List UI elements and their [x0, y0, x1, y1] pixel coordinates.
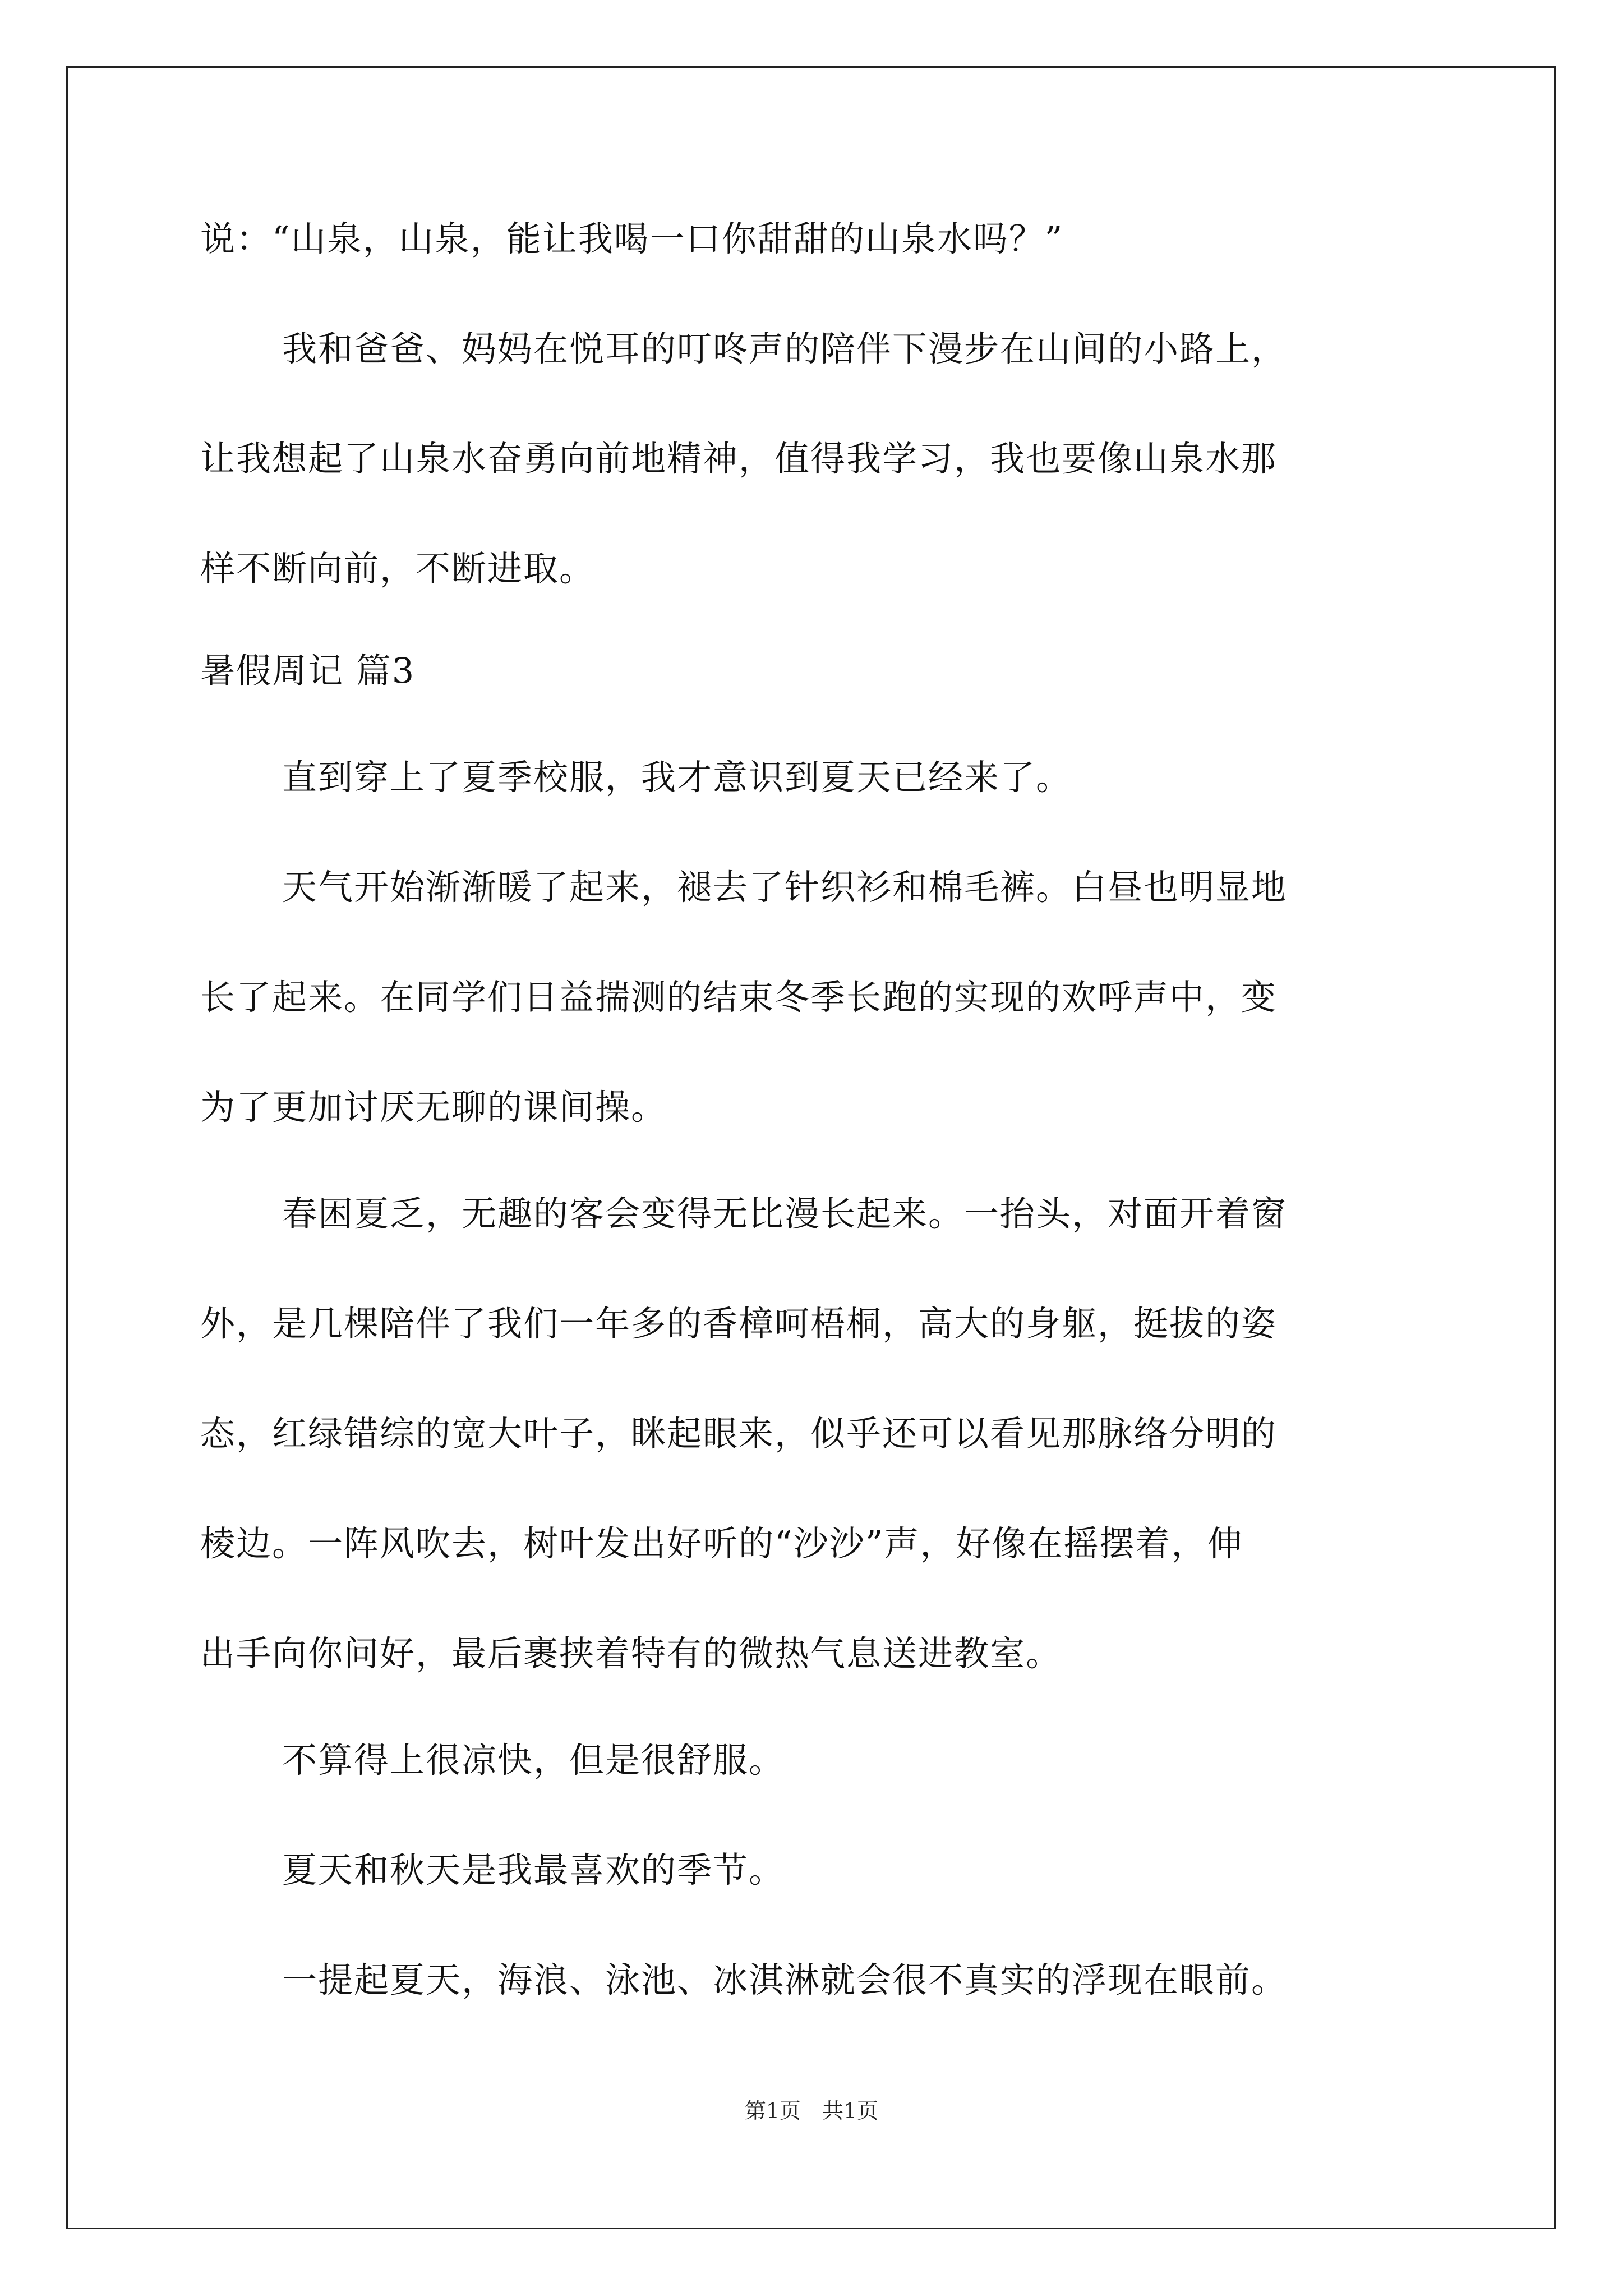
section-heading: 暑假周记 篇3 — [200, 650, 416, 691]
text-line: 直到穿上了夏季校服，我才意识到夏天已经来了。 — [282, 757, 1072, 798]
page-border — [66, 66, 1556, 2229]
text-line: 说：“山泉，山泉，能让我喝一口你甜甜的山泉水吗？” — [200, 218, 1064, 259]
text-line: 外，是几棵陪伴了我们一年多的香樟呵梧桐，高大的身躯，挺拔的姿 — [200, 1303, 1278, 1344]
text-line: 样不断向前，不断进取。 — [200, 548, 596, 589]
text-line: 一提起夏天，海浪、泳池、冰淇淋就会很不真实的浮现在眼前。 — [282, 1959, 1288, 2000]
text-line: 天气开始渐渐暖了起来，褪去了针织衫和棉毛裤。白昼也明显地 — [282, 867, 1288, 908]
text-line: 不算得上很凉快，但是很舒服。 — [282, 1740, 785, 1780]
text-line: 态，红绿错综的宽大叶子，眯起眼来，似乎还可以看见那脉络分明的 — [200, 1413, 1278, 1454]
text-line: 出手向你问好，最后裹挟着特有的微热气息送进教室。 — [200, 1633, 1062, 1674]
page-number-footer: 第1页 共1页 — [744, 2099, 879, 2123]
text-line: 为了更加讨厌无聊的课间操。 — [200, 1087, 667, 1128]
text-line: 让我想起了山泉水奋勇向前地精神，值得我学习，我也要像山泉水那 — [200, 438, 1278, 479]
text-line: 我和爸爸、妈妈在悦耳的叮咚声的陪伴下漫步在山间的小路上， — [282, 328, 1288, 369]
text-line: 夏天和秋天是我最喜欢的季节。 — [282, 1849, 785, 1890]
text-line: 棱边。一阵风吹去，树叶发出好听的“沙沙”声，好像在摇摆着，伸 — [200, 1523, 1243, 1564]
text-line: 春困夏乏，无趣的客会变得无比漫长起来。一抬头，对面开着窗 — [282, 1193, 1288, 1234]
text-line: 长了起来。在同学们日益揣测的结束冬季长跑的实现的欢呼声中，变 — [200, 977, 1278, 1018]
